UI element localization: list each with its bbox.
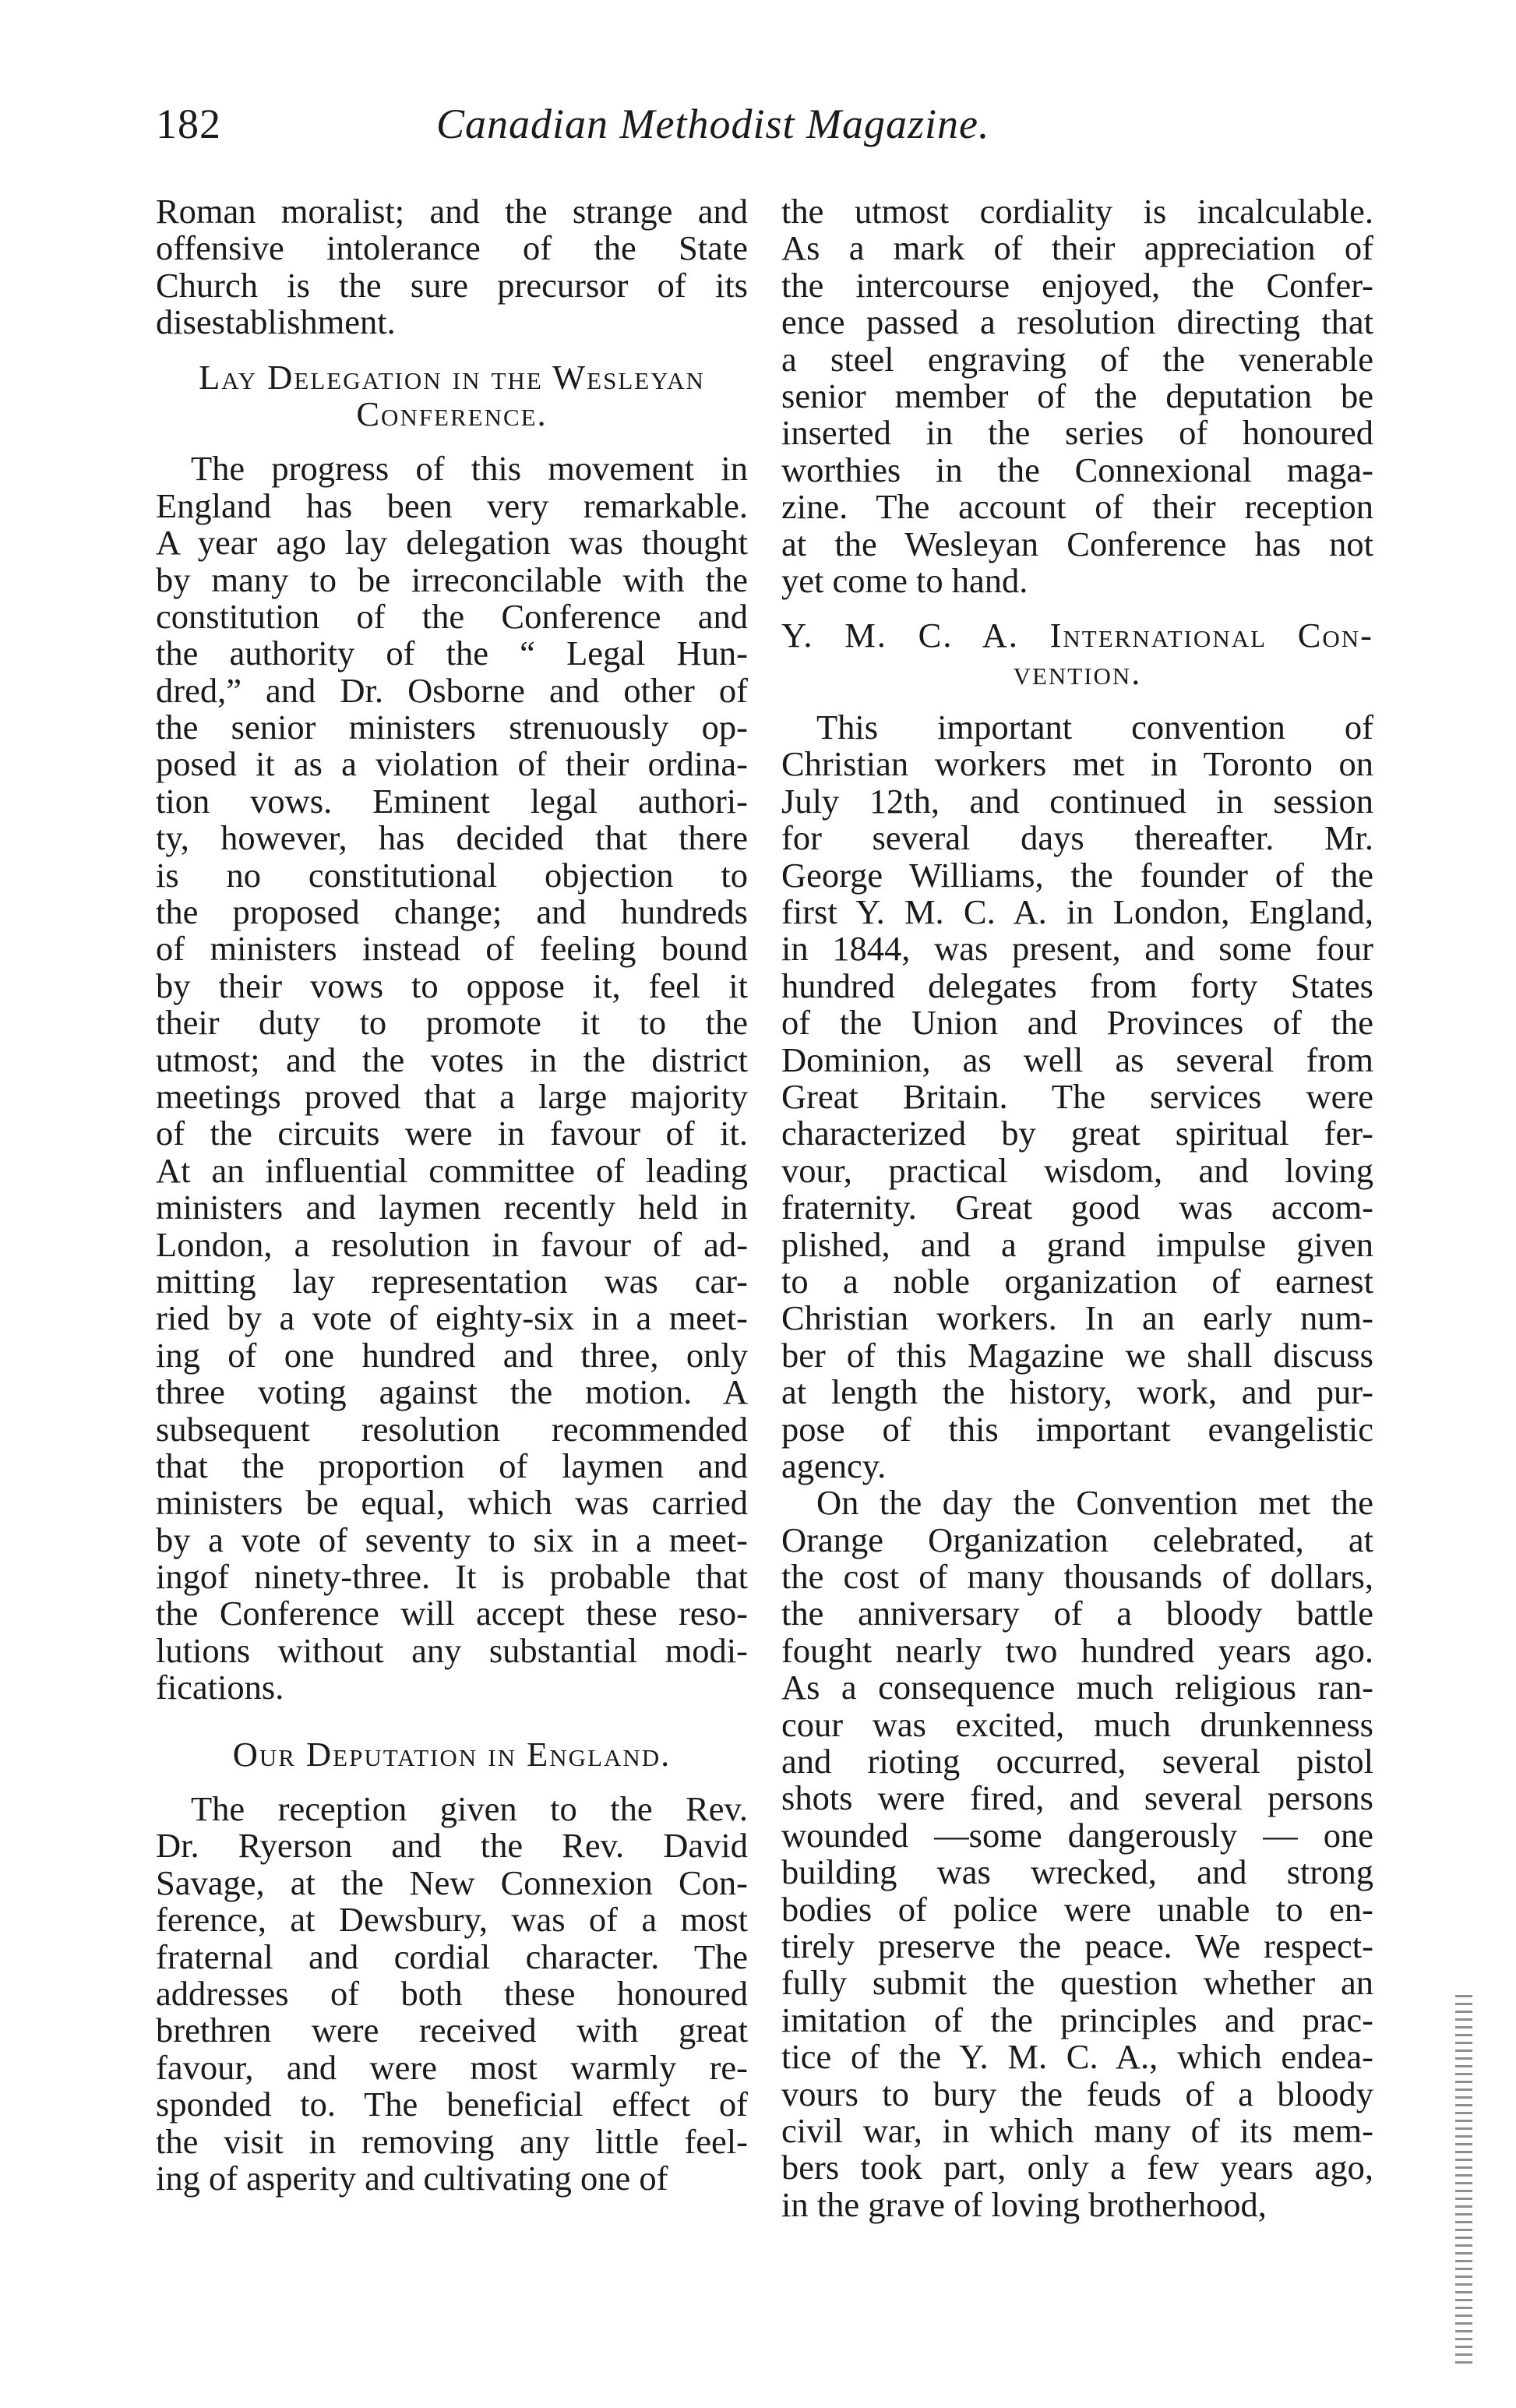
right-column-line: agency. xyxy=(781,1446,887,1485)
left-column-line: dred,” and Dr. Osborne and other of xyxy=(156,670,748,710)
right-column-line: fully submit the question whether an xyxy=(781,1963,1373,2003)
right-column-line: tice of the Y. M. C. A., which endea- xyxy=(781,2037,1373,2077)
right-column-line: ence passed a resolution directing that xyxy=(781,302,1373,342)
left-column-line xyxy=(156,341,748,359)
right-column-line: ber of this Magazine we shall discuss xyxy=(781,1335,1373,1375)
left-column-line: their duty to promote it to the xyxy=(156,1003,748,1043)
right-column-line xyxy=(781,691,1373,709)
left-column-line: fraternal and cordial character. The xyxy=(156,1937,748,1976)
right-column-line: imitation of the principles and prac- xyxy=(781,2000,1373,2039)
right-column-line: hundred delegates from forty States xyxy=(781,966,1373,1005)
right-column xyxy=(781,193,1373,2223)
right-column-line: in the grave of loving brotherhood, xyxy=(781,2184,1267,2224)
right-column-line: Christian workers. In an early num- xyxy=(781,1298,1373,1338)
left-column-line: disestablishment. xyxy=(156,302,396,342)
right-column-line: bers took part, only a few years ago, xyxy=(781,2148,1373,2187)
left-column-line: England has been very remarkable. xyxy=(156,485,748,525)
right-column-line: bodies of police were unable to en- xyxy=(781,1889,1373,1929)
left-column-line: three voting against the motion. A xyxy=(156,1372,748,1412)
margin-specks xyxy=(1455,1995,1472,2369)
right-column-line: Y. M. C. A. International Con- xyxy=(781,616,1373,655)
right-column-line: of the Union and Provinces of the xyxy=(781,1003,1373,1043)
left-column-line: tion vows. Eminent legal authori- xyxy=(156,781,748,821)
right-column-line: fraternity. Great good was accom- xyxy=(781,1188,1373,1227)
right-column-line: This important convention of xyxy=(816,708,1373,747)
right-column-line: for several days thereafter. Mr. xyxy=(781,818,1373,858)
left-column-line xyxy=(156,1773,748,1791)
page-number: 182 xyxy=(156,101,221,147)
left-column-line: the senior ministers strenuously op- xyxy=(156,708,748,747)
left-column-line: by many to be irreconcilable with the xyxy=(156,560,748,599)
left-column-line: Our Deputation in England. xyxy=(232,1734,672,1774)
left-column-line: Dr. Ryerson and the Rev. David xyxy=(156,1826,748,1866)
left-column-line: meetings proved that a large majority xyxy=(156,1076,748,1116)
left-column-line: ing of one hundred and three, only xyxy=(156,1335,748,1375)
right-column-line: the anniversary of a bloody battle xyxy=(781,1594,1373,1633)
right-column-line: and rioting occurred, several pistol xyxy=(781,1742,1373,1781)
left-column-line: offensive intolerance of the State xyxy=(156,228,748,268)
right-column-line: cour was excited, much drunkenness xyxy=(781,1704,1373,1744)
left-column-line: the visit in removing any little feel- xyxy=(156,2121,748,2161)
right-column-line: worthies in the Connexional maga- xyxy=(781,450,1373,489)
left-column-line: the proposed change; and hundreds xyxy=(156,892,748,932)
left-column-line: ference, at Dewsbury, was of a most xyxy=(156,1900,748,1940)
right-column-line: George Williams, the founder of the xyxy=(781,855,1373,895)
right-column-line: senior member of the deputation be xyxy=(781,376,1373,415)
left-column-line: The progress of this movement in xyxy=(191,449,748,489)
left-column-line: favour, and were most warmly re- xyxy=(156,2047,748,2087)
right-column-line: pose of this important evangelistic xyxy=(781,1409,1373,1449)
right-column-line: As a mark of their appreciation of xyxy=(781,228,1373,268)
left-column-line: Savage, at the New Connexion Con- xyxy=(156,1862,748,1902)
left-column-line: ministers be equal, which was carried xyxy=(156,1483,748,1523)
right-column-line: at length the history, work, and pur- xyxy=(781,1372,1373,1412)
left-column-line: fications. xyxy=(156,1668,284,1707)
right-column-line: Great Britain. The services were xyxy=(781,1076,1373,1116)
left-column-line xyxy=(156,433,748,450)
right-column-line: first Y. M. C. A. in London, England, xyxy=(781,892,1373,932)
left-column-line: Conference. xyxy=(356,394,548,433)
left-column-line: lutions without any substantial modi- xyxy=(156,1630,748,1670)
left-column-line: ingof ninety-three. It is probable that xyxy=(156,1557,748,1597)
left-column-line: utmost; and the votes in the district xyxy=(156,1040,748,1079)
right-column-line: wounded —some dangerously — one xyxy=(781,1815,1373,1855)
right-column-line: the intercourse enjoyed, the Confer- xyxy=(781,265,1373,305)
left-column-line: mitting lay representation was car- xyxy=(156,1261,748,1301)
right-column-line: vention. xyxy=(1013,652,1142,692)
left-column-line: Lay Delegation in the Wesleyan xyxy=(199,357,705,397)
right-column-line: Orange Organization celebrated, at xyxy=(781,1520,1373,1559)
right-column-line: in 1844, was present, and some four xyxy=(781,929,1373,969)
left-column-line: The reception given to the Rev. xyxy=(191,1789,748,1829)
running-title: Canadian Methodist Magazine. xyxy=(436,101,990,147)
left-column-line: that the proportion of laymen and xyxy=(156,1446,748,1485)
left-column-line: ing of asperity and cultivating one of xyxy=(156,2158,668,2198)
left-column-line: constitution of the Conference and xyxy=(156,596,748,636)
right-column-line: characterized by great spiritual fer- xyxy=(781,1114,1373,1153)
right-column-line: As a consequence much religious ran- xyxy=(781,1668,1373,1707)
left-column-line: posed it as a violation of their ordina- xyxy=(156,744,748,784)
right-column-line: fought nearly two hundred years ago. xyxy=(781,1630,1373,1670)
left-column-line: of ministers instead of feeling bound xyxy=(156,929,748,969)
left-column-line: ried by a vote of eighty-six in a meet- xyxy=(156,1298,748,1338)
right-column-line xyxy=(781,599,1373,617)
left-column-line: ty, however, has decided that there xyxy=(156,818,748,858)
left-column-line: At an influential committee of leading xyxy=(156,1150,748,1190)
left-column-line: sponded to. The beneficial effect of xyxy=(156,2085,748,2124)
right-column-line: tirely preserve the peace. We respect- xyxy=(781,1926,1373,1965)
right-column-line: at the Wesleyan Conference has not xyxy=(781,524,1373,563)
right-column-line: July 12th, and continued in session xyxy=(781,781,1373,821)
right-column-line: plished, and a grand impulse given xyxy=(781,1224,1373,1264)
left-column-line: A year ago lay delegation was thought xyxy=(156,523,748,563)
left-column-line: the authority of the “ Legal Hun- xyxy=(156,634,748,673)
right-column-line: building was wrecked, and strong xyxy=(781,1852,1373,1892)
right-column-line: vours to bury the feuds of a bloody xyxy=(781,2074,1373,2113)
right-column-line: Dominion, as well as several from xyxy=(781,1040,1373,1079)
right-column-line: a steel engraving of the venerable xyxy=(781,339,1373,379)
right-column-line: inserted in the series of honoured xyxy=(781,413,1373,453)
left-column-line: is no constitutional objection to xyxy=(156,855,748,895)
right-column-line: shots were fired, and several persons xyxy=(781,1778,1373,1818)
right-column-line: On the day the Convention met the xyxy=(816,1483,1373,1523)
right-column-line: the utmost cordiality is incalculable. xyxy=(781,192,1373,231)
left-column-line: Roman moralist; and the strange and xyxy=(156,192,748,231)
left-column-line: by their vows to oppose it, feel it xyxy=(156,966,748,1005)
right-column-line: zine. The account of their reception xyxy=(781,487,1373,527)
left-column-line: of the circuits were in favour of it. xyxy=(156,1114,748,1153)
left-column-line: London, a resolution in favour of ad- xyxy=(156,1224,748,1264)
right-column-line: to a noble organization of earnest xyxy=(781,1261,1373,1301)
right-column-line: the cost of many thousands of dollars, xyxy=(781,1557,1373,1597)
left-column-line: addresses of both these honoured xyxy=(156,1973,748,2013)
left-column-line: brethren were received with great xyxy=(156,2011,748,2050)
left-column-line: the Conference will accept these reso- xyxy=(156,1594,748,1633)
left-column-line xyxy=(156,1707,748,1736)
left-column-line: subsequent resolution recommended xyxy=(156,1409,748,1449)
left-column-line: ministers and laymen recently held in xyxy=(156,1188,748,1227)
left-column-line: by a vote of seventy to six in a meet- xyxy=(156,1520,748,1559)
right-column-line: civil war, in which many of its mem- xyxy=(781,2110,1373,2150)
right-column-line: vour, practical wisdom, and loving xyxy=(781,1150,1373,1190)
left-column xyxy=(156,193,748,2197)
right-column-line: yet come to hand. xyxy=(781,560,1028,600)
left-column-line: Church is the sure precursor of its xyxy=(156,265,748,305)
right-column-line: Christian workers met in Toronto on xyxy=(781,744,1373,784)
